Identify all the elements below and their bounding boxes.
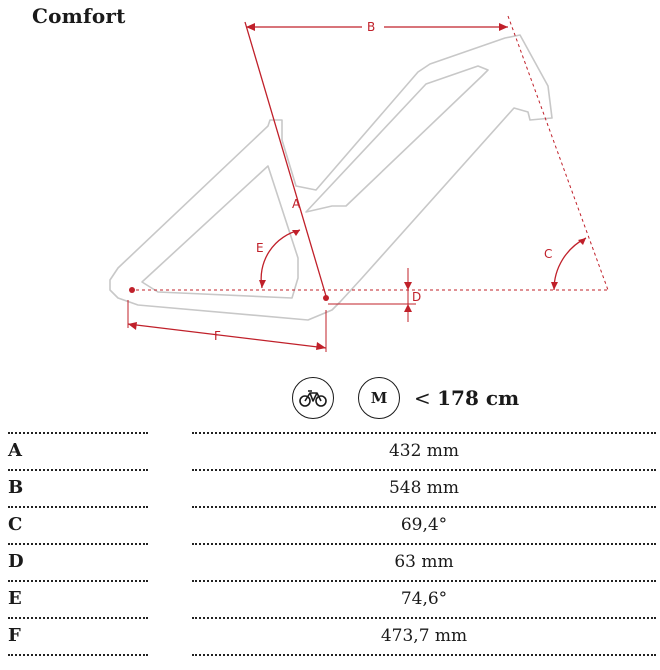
row-key: D [8,551,24,572]
row-key: E [8,588,22,609]
size-badge: M [358,377,400,419]
table-row [8,580,656,617]
table-row [8,469,656,506]
row-key: A [8,440,22,461]
row-value: 432 mm [388,441,460,461]
row-value: 69,4° [400,515,448,535]
table-row [8,617,656,654]
head-angle-arc-c [554,238,586,290]
bike-frame-outline [110,35,552,320]
geometry-table [8,432,656,654]
rear-axle-marker [129,287,135,293]
table-row [8,506,656,543]
row-value: 74,6° [400,589,448,609]
table-row [8,432,656,469]
seat-angle-arc-e [261,230,300,288]
page-title: Comfort [32,4,126,28]
rider-height [414,386,519,410]
bike-icon [292,377,334,419]
label-f: F [214,329,221,343]
label-d: D [412,290,422,304]
row-key: F [8,625,21,646]
rider-size-row [292,376,519,420]
row-value: 473,7 mm [380,626,468,646]
chainstay-line-f [128,324,326,348]
head-tube-axis-line [508,16,608,290]
bottom-bracket-marker [323,295,329,301]
height-prefix: < [414,386,431,410]
height-value: 178 cm [437,386,520,410]
label-c: C [544,247,553,261]
label-b: B [367,20,376,34]
row-key: C [8,514,23,535]
label-e: E [256,241,264,255]
row-key: B [8,477,24,498]
row-value: 548 mm [388,478,460,498]
table-row [8,543,656,580]
row-value: 63 mm [394,552,454,572]
label-a: A [292,197,301,211]
